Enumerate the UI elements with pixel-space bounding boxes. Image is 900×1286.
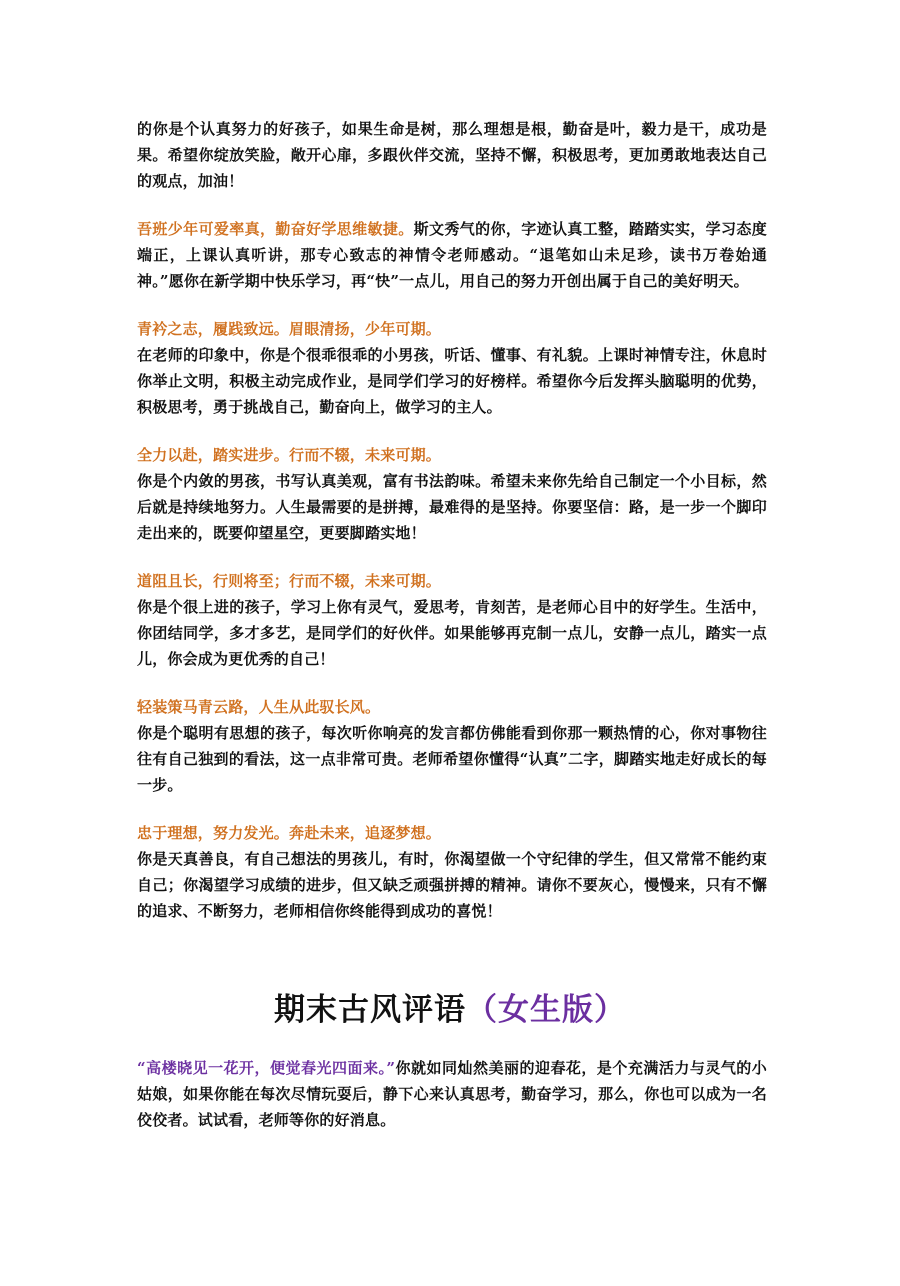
- section-title-sub: （女生版）: [466, 992, 626, 1028]
- girls-comments-list: [137, 1055, 767, 1155]
- comment-body: 你就如同灿然美丽的迎春花，是个充满活力与灵气的小姑娘，如果你能在每次尽情玩耍后，静下心来认真思考，勤奋学习，那么，你也可以成为一名佼佼者。试试看，老师等你的好消息。: [137, 1059, 767, 1129]
- comment-body: 你是个聪明有思想的孩子，每次听你响亮的发言都仿佛能看到你那一颗热情的心，你对事物往往有自己独到的看法，这一点非常可贵。老师希望你懂得“认真”二字，脚踏实地走好成长的每一步。: [137, 724, 767, 794]
- comment-body: 的你是个认真努力的好孩子，如果生命是树，那么理想是根，勤奋是叶，毅力是干，成功是果。希望你绽放笑脸，敞开心扉，多跟伙伴交流，坚持不懈，积极思考，更加勇敢地表达自己的观点，加油！: [137, 120, 767, 190]
- comment-heading: 忠于理想，努力发光。奔赴未来，追逐梦想。: [137, 824, 442, 842]
- comment-body: 在老师的印象中，你是个很乖很乖的小男孩，听话、懂事、有礼貌。上课时神情专注，休息时你举止文明，积极主动完成作业，是同学们学习的好榜样。希望你今后发挥头脑聪明的优势，积极思考，勇于挑战自己，勤奋向上，做学习的主人。: [137, 346, 767, 416]
- comment-heading: 道阻且长，行则将至；行而不辍，未来可期。: [137, 572, 442, 590]
- comment-paragraph-girl-1: [137, 1055, 767, 1133]
- comment-body: 斯文秀气的你，字迹认真工整，踏踏实实，学习态度端正，上课认真听讲，那专心致志的神情令老师感动。“退笔如山未足珍，读书万卷始通神。”愿你在新学期中快乐学习，再“快”一点儿，用自己的努力开创出属于自己的美好明天。: [137, 220, 767, 290]
- comment-paragraph-5: [137, 568, 767, 672]
- comment-body: 你是个内敛的男孩，书写认真美观，富有书法韵味。希望未来你先给自己制定一个小目标，然后就是持续地努力。人生最需要的是拼搏，最难得的是坚持。你要坚信：路，是一步一个脚印走出来的，既要仰望星空，更要脚踏实地！: [137, 472, 767, 542]
- comment-paragraph-7: [137, 820, 767, 924]
- comment-paragraph-1: [137, 116, 767, 194]
- section-title-main: 期末古风评语: [274, 992, 466, 1028]
- comment-heading: 青衿之志，履践致远。眉眼清扬，少年可期。: [137, 320, 442, 338]
- comment-heading: 吾班少年可爱率真，勤奋好学思维敏捷。: [137, 220, 414, 238]
- comments-list: [137, 116, 767, 946]
- comment-paragraph-3: [137, 316, 767, 420]
- comment-body: 你是天真善良，有自己想法的男孩儿，有时，你渴望做一个守纪律的学生，但又常常不能约束自己；你渴望学习成绩的进步，但又缺乏顽强拼搏的精神。请你不要灰心，慢慢来，只有不懈的追求、不断努力，老师相信你终能得到成功的喜悦！: [137, 850, 767, 920]
- comment-paragraph-2: [137, 216, 767, 294]
- section-title: [0, 984, 900, 1029]
- comment-paragraph-6: [137, 694, 767, 798]
- comment-body: 你是个很上进的孩子，学习上你有灵气，爱思考，肯刻苦，是老师心目中的好学生。生活中，你团结同学，多才多艺，是同学们的好伙伴。如果能够再克制一点儿，安静一点儿，踏实一点儿，你会成为更优秀的自己！: [137, 598, 767, 668]
- comment-heading: 全力以赴，踏实进步。行而不辍，未来可期。: [137, 446, 442, 464]
- comment-paragraph-4: [137, 442, 767, 546]
- comment-heading: 轻装策马青云路，人生从此驭长风。: [137, 698, 381, 716]
- comment-heading: “高楼晓见一花开，便觉春光四面来。”: [137, 1059, 396, 1077]
